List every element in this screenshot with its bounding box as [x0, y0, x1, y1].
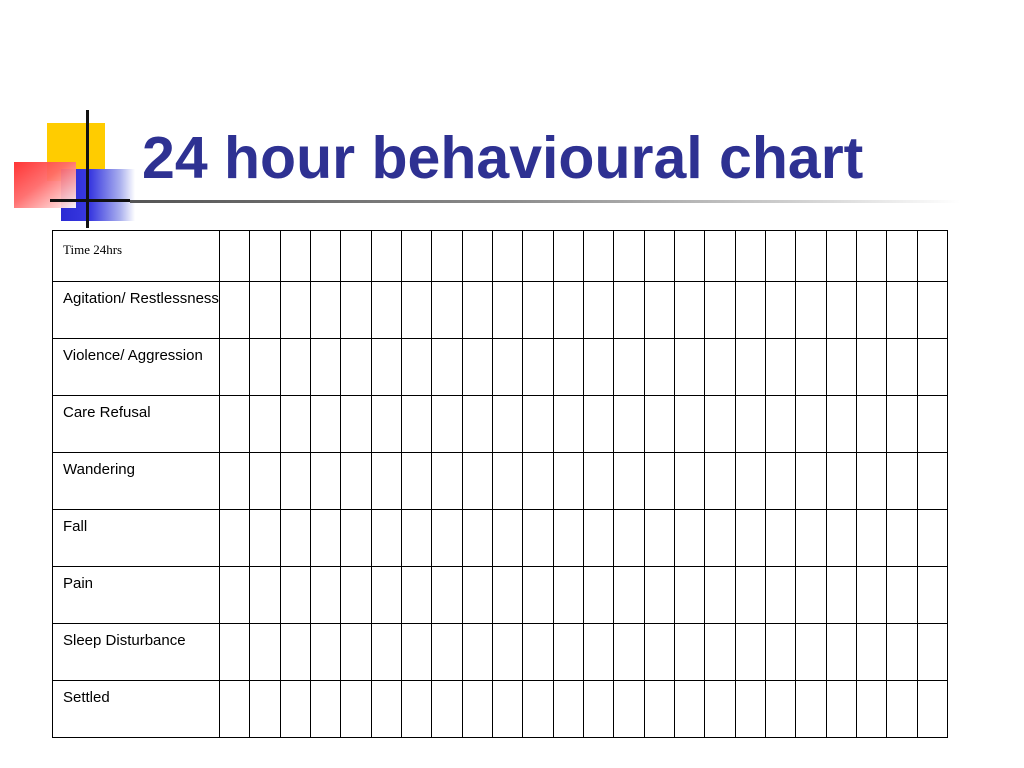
time-slot-cell[interactable] [401, 681, 431, 738]
time-slot-cell[interactable] [310, 567, 340, 624]
time-slot-header-cell[interactable] [796, 231, 826, 282]
time-slot-header-cell[interactable] [583, 231, 613, 282]
time-slot-cell[interactable] [371, 339, 401, 396]
behaviour-label: Settled [53, 681, 220, 738]
time-slot-cell[interactable] [492, 396, 522, 453]
table-row [53, 510, 948, 567]
time-slot-cell[interactable] [765, 396, 795, 453]
time-slot-cell[interactable] [796, 453, 826, 510]
time-slot-cell[interactable] [553, 510, 583, 567]
time-slot-cell[interactable] [341, 339, 371, 396]
time-slot-cell[interactable] [280, 339, 310, 396]
time-slot-cell[interactable] [371, 396, 401, 453]
time-slot-cell[interactable] [432, 282, 462, 339]
time-slot-cell[interactable] [887, 396, 917, 453]
time-slot-cell[interactable] [917, 624, 947, 681]
time-slot-cell[interactable] [280, 567, 310, 624]
time-slot-cell[interactable] [310, 282, 340, 339]
time-slot-cell[interactable] [280, 453, 310, 510]
time-slot-cell[interactable] [674, 510, 704, 567]
time-slot-cell[interactable] [887, 282, 917, 339]
time-slot-cell[interactable] [887, 681, 917, 738]
time-slot-cell[interactable] [644, 453, 674, 510]
behaviour-label: Agitation/ Restlessness [53, 282, 220, 339]
time-slot-cell[interactable] [674, 396, 704, 453]
time-slot-cell[interactable] [371, 681, 401, 738]
time-slot-cell[interactable] [250, 624, 280, 681]
time-slot-cell[interactable] [674, 453, 704, 510]
time-slot-cell[interactable] [523, 339, 553, 396]
time-slot-cell[interactable] [796, 282, 826, 339]
time-slot-cell[interactable] [796, 567, 826, 624]
time-slot-cell[interactable] [735, 453, 765, 510]
time-slot-header-cell[interactable] [492, 231, 522, 282]
time-slot-cell[interactable] [765, 567, 795, 624]
time-slot-cell[interactable] [796, 339, 826, 396]
time-slot-cell[interactable] [341, 453, 371, 510]
time-slot-cell[interactable] [796, 510, 826, 567]
time-slot-header-cell[interactable] [432, 231, 462, 282]
time-slot-cell[interactable] [523, 681, 553, 738]
time-slot-cell[interactable] [674, 339, 704, 396]
time-slot-cell[interactable] [462, 453, 492, 510]
time-slot-cell[interactable] [917, 681, 947, 738]
time-slot-cell[interactable] [523, 282, 553, 339]
time-slot-cell[interactable] [765, 282, 795, 339]
time-slot-cell[interactable] [310, 453, 340, 510]
time-slot-cell[interactable] [401, 339, 431, 396]
time-slot-cell[interactable] [614, 510, 644, 567]
time-slot-cell[interactable] [280, 396, 310, 453]
time-slot-header-cell[interactable] [887, 231, 917, 282]
table-row [53, 339, 948, 396]
table-row [53, 624, 948, 681]
table-row [53, 567, 948, 624]
time-slot-cell[interactable] [735, 624, 765, 681]
time-slot-cell[interactable] [523, 510, 553, 567]
time-slot-cell[interactable] [705, 396, 735, 453]
time-slot-header-cell[interactable] [523, 231, 553, 282]
time-slot-cell[interactable] [796, 396, 826, 453]
table-row [53, 453, 948, 510]
time-slot-cell[interactable] [917, 510, 947, 567]
time-slot-cell[interactable] [705, 282, 735, 339]
time-slot-cell[interactable] [765, 510, 795, 567]
time-slot-cell[interactable] [250, 339, 280, 396]
time-slot-cell[interactable] [401, 453, 431, 510]
time-slot-cell[interactable] [856, 567, 886, 624]
time-slot-cell[interactable] [674, 624, 704, 681]
time-slot-cell[interactable] [492, 681, 522, 738]
time-slot-header-cell[interactable] [462, 231, 492, 282]
time-slot-cell[interactable] [462, 282, 492, 339]
behaviour-label: Care Refusal [53, 396, 220, 453]
time-slot-cell[interactable] [705, 510, 735, 567]
time-slot-header-cell[interactable] [250, 231, 280, 282]
behaviour-label: Fall [53, 510, 220, 567]
time-slot-cell[interactable] [826, 567, 856, 624]
time-slot-cell[interactable] [856, 282, 886, 339]
behaviour-label: Sleep Disturbance [53, 624, 220, 681]
time-slot-cell[interactable] [644, 567, 674, 624]
time-slot-header-cell[interactable] [826, 231, 856, 282]
time-slot-cell[interactable] [310, 339, 340, 396]
time-slot-cell[interactable] [401, 624, 431, 681]
behaviour-label: Wandering [53, 453, 220, 510]
time-slot-cell[interactable] [917, 453, 947, 510]
time-slot-header-cell[interactable] [341, 231, 371, 282]
time-slot-cell[interactable] [492, 339, 522, 396]
time-slot-header-cell[interactable] [917, 231, 947, 282]
table-header-row [53, 231, 948, 282]
time-slot-cell[interactable] [250, 567, 280, 624]
time-slot-cell[interactable] [553, 339, 583, 396]
time-slot-cell[interactable] [583, 282, 613, 339]
time-slot-cell[interactable] [765, 624, 795, 681]
behaviour-label: Pain [53, 567, 220, 624]
time-slot-cell[interactable] [250, 282, 280, 339]
time-slot-cell[interactable] [553, 282, 583, 339]
behaviour-label: Violence/ Aggression [53, 339, 220, 396]
time-slot-cell[interactable] [765, 453, 795, 510]
time-slot-cell[interactable] [220, 624, 250, 681]
time-slot-cell[interactable] [492, 453, 522, 510]
time-slot-cell[interactable] [492, 510, 522, 567]
time-slot-cell[interactable] [220, 339, 250, 396]
horizontal-line-decoration [50, 199, 130, 202]
time-slot-cell[interactable] [917, 396, 947, 453]
time-slot-cell[interactable] [341, 681, 371, 738]
time-slot-cell[interactable] [583, 510, 613, 567]
time-slot-cell[interactable] [401, 510, 431, 567]
time-slot-header-cell[interactable] [765, 231, 795, 282]
time-slot-cell[interactable] [856, 453, 886, 510]
time-slot-cell[interactable] [553, 567, 583, 624]
time-slot-cell[interactable] [220, 510, 250, 567]
time-slot-cell[interactable] [887, 567, 917, 624]
time-slot-cell[interactable] [523, 453, 553, 510]
time-slot-cell[interactable] [614, 282, 644, 339]
time-slot-cell[interactable] [492, 567, 522, 624]
time-slot-cell[interactable] [705, 624, 735, 681]
time-slot-header-cell[interactable] [856, 231, 886, 282]
time-slot-cell[interactable] [796, 624, 826, 681]
time-slot-cell[interactable] [735, 396, 765, 453]
time-slot-cell[interactable] [765, 339, 795, 396]
time-slot-cell[interactable] [310, 624, 340, 681]
time-slot-cell[interactable] [644, 624, 674, 681]
time-slot-cell[interactable] [614, 624, 644, 681]
time-slot-cell[interactable] [553, 624, 583, 681]
time-slot-cell[interactable] [310, 510, 340, 567]
time-slot-header-cell[interactable] [220, 231, 250, 282]
time-slot-cell[interactable] [644, 339, 674, 396]
time-slot-cell[interactable] [674, 282, 704, 339]
time-slot-cell[interactable] [553, 453, 583, 510]
behaviour-chart-table [52, 230, 948, 738]
time-slot-cell[interactable] [523, 567, 553, 624]
table-row [53, 282, 948, 339]
time-slot-cell[interactable] [523, 396, 553, 453]
time-slot-cell[interactable] [826, 396, 856, 453]
time-slot-cell[interactable] [492, 282, 522, 339]
time-slot-cell[interactable] [856, 624, 886, 681]
time-slot-cell[interactable] [341, 624, 371, 681]
time-slot-cell[interactable] [644, 681, 674, 738]
time-slot-cell[interactable] [250, 396, 280, 453]
time-slot-cell[interactable] [917, 567, 947, 624]
time-slot-cell[interactable] [220, 453, 250, 510]
time-slot-cell[interactable] [614, 453, 644, 510]
time-slot-cell[interactable] [401, 282, 431, 339]
time-slot-cell[interactable] [371, 567, 401, 624]
time-slot-header-cell[interactable] [553, 231, 583, 282]
time-slot-cell[interactable] [583, 567, 613, 624]
time-slot-cell[interactable] [735, 339, 765, 396]
time-slot-cell[interactable] [674, 681, 704, 738]
time-slot-cell[interactable] [705, 681, 735, 738]
time-slot-cell[interactable] [341, 567, 371, 624]
table-row [53, 681, 948, 738]
time-slot-cell[interactable] [250, 510, 280, 567]
time-slot-cell[interactable] [401, 567, 431, 624]
time-slot-cell[interactable] [614, 396, 644, 453]
time-slot-cell[interactable] [917, 339, 947, 396]
time-slot-cell[interactable] [826, 453, 856, 510]
time-slot-cell[interactable] [705, 453, 735, 510]
time-slot-cell[interactable] [220, 567, 250, 624]
time-slot-cell[interactable] [432, 624, 462, 681]
time-slot-cell[interactable] [614, 567, 644, 624]
time-slot-cell[interactable] [826, 624, 856, 681]
time-slot-cell[interactable] [310, 681, 340, 738]
time-slot-cell[interactable] [341, 396, 371, 453]
time-slot-cell[interactable] [492, 624, 522, 681]
time-slot-header-cell[interactable] [614, 231, 644, 282]
time-slot-cell[interactable] [826, 282, 856, 339]
time-header-label: Time 24hrs [53, 231, 220, 282]
time-slot-cell[interactable] [583, 624, 613, 681]
time-slot-cell[interactable] [765, 681, 795, 738]
time-slot-cell[interactable] [614, 339, 644, 396]
time-slot-cell[interactable] [614, 681, 644, 738]
slide-decoration [0, 0, 150, 240]
time-slot-cell[interactable] [553, 396, 583, 453]
time-slot-cell[interactable] [250, 453, 280, 510]
time-slot-cell[interactable] [705, 339, 735, 396]
time-slot-cell[interactable] [826, 510, 856, 567]
time-slot-cell[interactable] [280, 624, 310, 681]
time-slot-cell[interactable] [644, 510, 674, 567]
time-slot-cell[interactable] [583, 396, 613, 453]
time-slot-cell[interactable] [220, 282, 250, 339]
time-slot-header-cell[interactable] [705, 231, 735, 282]
time-slot-cell[interactable] [371, 624, 401, 681]
time-slot-cell[interactable] [887, 339, 917, 396]
time-slot-cell[interactable] [735, 567, 765, 624]
time-slot-cell[interactable] [735, 681, 765, 738]
time-slot-cell[interactable] [553, 681, 583, 738]
time-slot-cell[interactable] [644, 282, 674, 339]
time-slot-cell[interactable] [887, 453, 917, 510]
time-slot-cell[interactable] [462, 396, 492, 453]
time-slot-cell[interactable] [462, 567, 492, 624]
time-slot-header-cell[interactable] [674, 231, 704, 282]
time-slot-cell[interactable] [371, 453, 401, 510]
time-slot-cell[interactable] [432, 453, 462, 510]
time-slot-cell[interactable] [401, 396, 431, 453]
time-slot-header-cell[interactable] [735, 231, 765, 282]
slide-title: 24 hour behavioural chart [142, 125, 864, 191]
title-underline [130, 200, 960, 203]
time-slot-cell[interactable] [462, 624, 492, 681]
time-slot-cell[interactable] [341, 282, 371, 339]
time-slot-cell[interactable] [280, 681, 310, 738]
time-slot-cell[interactable] [735, 282, 765, 339]
time-slot-cell[interactable] [220, 396, 250, 453]
time-slot-cell[interactable] [826, 681, 856, 738]
time-slot-cell[interactable] [371, 510, 401, 567]
time-slot-cell[interactable] [432, 510, 462, 567]
time-slot-cell[interactable] [462, 510, 492, 567]
time-slot-cell[interactable] [523, 624, 553, 681]
time-slot-cell[interactable] [826, 339, 856, 396]
time-slot-cell[interactable] [432, 567, 462, 624]
time-slot-cell[interactable] [583, 681, 613, 738]
time-slot-cell[interactable] [583, 339, 613, 396]
vertical-line-decoration [86, 110, 89, 228]
time-slot-cell[interactable] [280, 282, 310, 339]
time-slot-cell[interactable] [310, 396, 340, 453]
time-slot-cell[interactable] [856, 339, 886, 396]
time-slot-header-cell[interactable] [371, 231, 401, 282]
time-slot-cell[interactable] [917, 282, 947, 339]
time-slot-cell[interactable] [856, 396, 886, 453]
time-slot-cell[interactable] [887, 624, 917, 681]
time-slot-cell[interactable] [462, 681, 492, 738]
time-slot-cell[interactable] [220, 681, 250, 738]
time-slot-header-cell[interactable] [644, 231, 674, 282]
time-slot-cell[interactable] [887, 510, 917, 567]
time-slot-cell[interactable] [644, 396, 674, 453]
time-slot-cell[interactable] [250, 681, 280, 738]
time-slot-cell[interactable] [462, 339, 492, 396]
time-slot-cell[interactable] [583, 453, 613, 510]
time-slot-cell[interactable] [371, 282, 401, 339]
time-slot-header-cell[interactable] [310, 231, 340, 282]
time-slot-cell[interactable] [432, 339, 462, 396]
time-slot-cell[interactable] [280, 510, 310, 567]
time-slot-cell[interactable] [735, 510, 765, 567]
time-slot-cell[interactable] [432, 396, 462, 453]
time-slot-cell[interactable] [856, 510, 886, 567]
time-slot-cell[interactable] [674, 567, 704, 624]
time-slot-header-cell[interactable] [401, 231, 431, 282]
time-slot-cell[interactable] [705, 567, 735, 624]
time-slot-cell[interactable] [796, 681, 826, 738]
table-row [53, 396, 948, 453]
time-slot-cell[interactable] [856, 681, 886, 738]
time-slot-cell[interactable] [432, 681, 462, 738]
time-slot-cell[interactable] [341, 510, 371, 567]
time-slot-header-cell[interactable] [280, 231, 310, 282]
